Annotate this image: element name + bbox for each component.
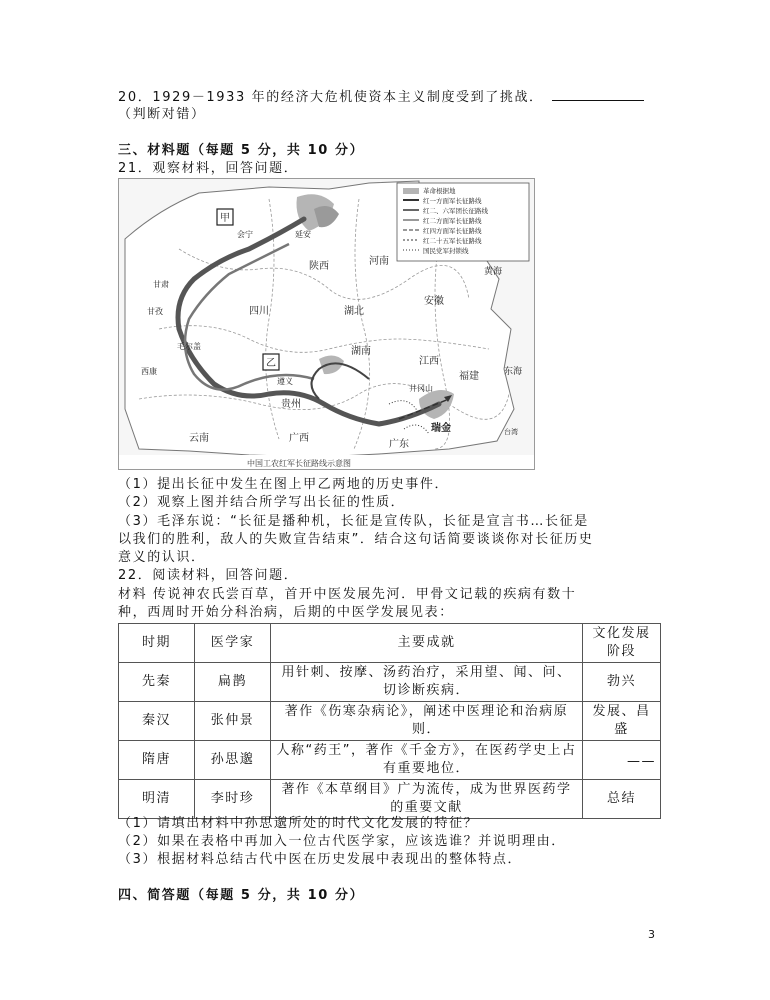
q21-question-3-line1: （3）毛泽东说：“长征是播种机，长征是宣传队，长征是宣言书…长征是 (118, 514, 589, 529)
q20-note: （判断对错） (118, 107, 206, 122)
legend-item: 红二方面军长征路线 (423, 217, 482, 225)
cell-doctor: 张仲景 (195, 702, 271, 741)
header-stage: 文化发展阶段 (583, 624, 661, 663)
long-march-map (118, 178, 535, 470)
q22-prompt: 22．阅读材料，回答问题． (118, 568, 299, 583)
medicine-table (118, 623, 661, 819)
legend-item: 革命根据地 (423, 187, 456, 195)
cell-period: 先秦 (119, 663, 195, 702)
cell-stage: 发展、昌盛 (583, 702, 661, 741)
table-row (119, 741, 661, 780)
cell-doctor: 扁鹊 (195, 663, 271, 702)
label-shaanxi: 陕西 (309, 261, 329, 272)
label-hubei: 湖北 (344, 306, 364, 317)
label-huining: 会宁 (237, 230, 253, 239)
q21-question-3-line2: 以我们的胜利，敌人的失败宣告结束”．结合这句话简要谈谈你对长征历史 (118, 532, 594, 547)
label-yanan: 延安 (295, 230, 311, 239)
label-gansu: 甘肃 (153, 280, 169, 289)
q22-material-line1: 材料 传说神农氏尝百草，首开中医发展先河．甲骨文记载的疾病有数十 (118, 587, 577, 602)
cell-doctor: 李时珍 (195, 780, 271, 819)
table-row (119, 702, 661, 741)
cell-doctor: 孙思邈 (195, 741, 271, 780)
table-header-row (119, 624, 661, 663)
label-yi: 乙 (266, 358, 276, 369)
q22-question-3: （3）根据材料总结古代中医在历史发展中表现出的整体特点． (118, 852, 523, 867)
label-jia: 甲 (220, 213, 230, 224)
label-henan: 河南 (369, 256, 389, 267)
page-number: 3 (648, 928, 655, 941)
label-yunnan: 云南 (189, 433, 209, 444)
label-xikang: 西康 (141, 367, 157, 376)
cell-achievement: 著作《伤寒杂病论》，阐述中医理论和治病原则． (271, 702, 583, 741)
q22-question-2: （2）如果在表格中再加入一位古代医学家，应该选谁？并说明理由． (118, 834, 566, 849)
cell-period: 明清 (119, 780, 195, 819)
q21-prompt: 21．观察材料，回答问题． (118, 161, 299, 176)
label-guangdong: 广东 (389, 439, 409, 450)
label-ruijin: 瑞金 (431, 423, 451, 434)
cell-achievement: 人称“药王”，著作《千金方》，在医药学史上占有重要地位． (271, 741, 583, 780)
label-jinggangshan: 井冈山 (409, 384, 433, 393)
label-hunan: 湖南 (351, 346, 371, 357)
cell-period: 隋唐 (119, 741, 195, 780)
cell-achievement: 用针刺、按摩、汤药治疗，采用望、闻、问、切诊断疾病． (271, 663, 583, 702)
cell-period: 秦汉 (119, 702, 195, 741)
q21-question-2: （2）观察上图并结合所学写出长征的性质． (118, 495, 406, 510)
map-caption: 中国工农红军长征路线示意图 (247, 459, 351, 468)
label-ganzi: 甘孜 (147, 307, 163, 316)
legend-item: 红二十五军长征路线 (423, 237, 482, 245)
cell-stage: 勃兴 (583, 663, 661, 702)
q20-answer-blank[interactable] (552, 88, 644, 101)
label-anhui: 安徽 (424, 296, 444, 307)
label-jiangxi: 江西 (419, 356, 439, 367)
label-guangxi: 广西 (289, 433, 309, 444)
q22-question-1: （1）请填出材料中孙思邈所处的时代文化发展的特征？ (118, 816, 479, 831)
legend-item: 红四方面军长征路线 (423, 227, 482, 235)
cell-stage-blank[interactable]: —— (583, 741, 661, 780)
label-taiwan: 台湾 (504, 428, 518, 436)
q20-text (118, 88, 644, 107)
cell-achievement: 著作《本草纲目》广为流传，成为世界医药学的重要文献 (271, 780, 583, 819)
label-fujian: 福建 (459, 371, 479, 382)
label-huanghai: 黄海 (484, 267, 503, 277)
header-period: 时期 (119, 624, 195, 663)
label-guizhou: 贵州 (281, 399, 301, 410)
label-maoergai: 毛尔盖 (177, 342, 201, 351)
legend-item: 红一方面军长征路线 (423, 197, 482, 205)
section3-heading: 三、材料题（每题 5 分，共 10 分） (118, 143, 365, 158)
label-sichuan: 四川 (249, 306, 269, 317)
label-donghai: 东海 (504, 367, 523, 377)
q20-statement: 20．1929－1933 年的经济大危机使资本主义制度受到了挑战． (118, 90, 544, 105)
cell-stage: 总结 (583, 780, 661, 819)
label-zunyi: 遵义 (277, 377, 293, 386)
section4-heading: 四、简答题（每题 5 分，共 10 分） (118, 888, 365, 903)
header-doctor: 医学家 (195, 624, 271, 663)
legend-item: 红二、六军团长征路线 (423, 207, 488, 215)
header-achievement: 主要成就 (271, 624, 583, 663)
q22-material-line2: 种，西周时开始分科治病，后期的中医学发展见表： (118, 605, 454, 620)
q21-question-1: （1）提出长征中发生在图上甲乙两地的历史事件． (118, 477, 450, 492)
legend-item: 国民党军封锁线 (423, 247, 469, 255)
table-row (119, 780, 661, 819)
q21-question-3-line3: 意义的认识． (118, 550, 206, 565)
table-row (119, 663, 661, 702)
